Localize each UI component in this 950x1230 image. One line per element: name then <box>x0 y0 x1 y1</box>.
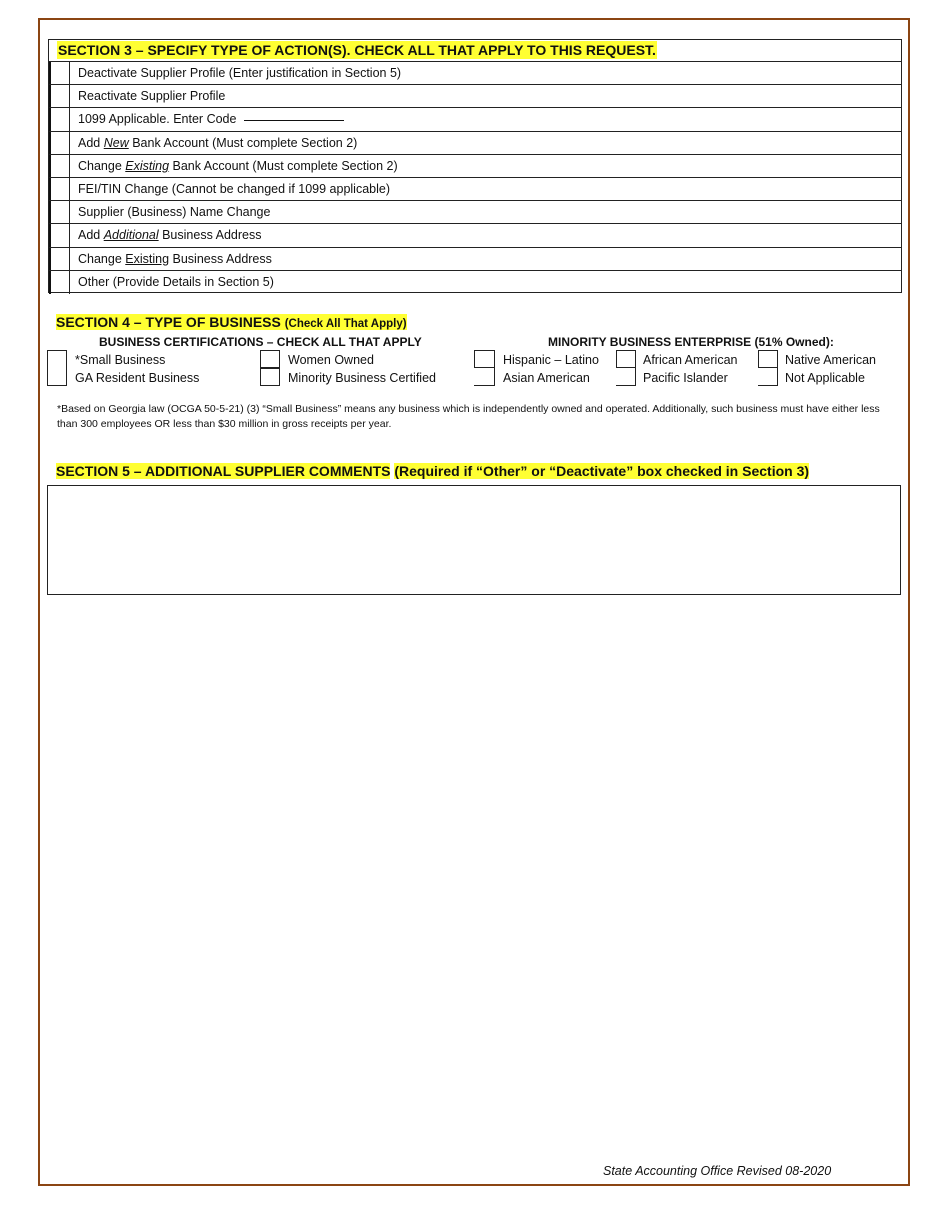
section-4-title-highlight <box>56 314 407 330</box>
ga-resident-label: GA Resident Business <box>75 371 200 385</box>
native-label: Native American <box>785 353 877 367</box>
action-row-add-address <box>49 224 901 247</box>
add-address-label-b: Additional <box>103 228 159 243</box>
section-5-title-note: (Required if “Other” or “Deactivate” box checked in Section 3) <box>394 463 810 479</box>
change-address-label-a: Change <box>78 251 126 266</box>
section-4-title <box>56 314 407 330</box>
native-checkbox[interactable] <box>758 350 778 368</box>
women-owned-label: Women Owned <box>288 353 374 367</box>
change-bank-checkbox[interactable] <box>49 155 70 177</box>
minority-certified-checkbox[interactable] <box>260 368 280 386</box>
small-business-label: *Small Business <box>75 353 166 367</box>
action-row-1099 <box>49 108 901 131</box>
add-address-checkbox[interactable] <box>49 224 70 246</box>
add-bank-label-a: Add <box>78 135 104 150</box>
deactivate-checkbox[interactable] <box>49 62 70 84</box>
1099-checkbox[interactable] <box>49 108 70 130</box>
change-address-label-b: Existing <box>125 251 170 266</box>
add-address-label-c: Business Address <box>158 228 262 243</box>
women-owned-checkbox[interactable] <box>260 350 280 368</box>
not-applicable-checkbox[interactable] <box>758 368 778 386</box>
not-applicable-label: Not Applicable <box>785 371 865 385</box>
action-row-other <box>49 271 901 294</box>
supplier-comments-box[interactable] <box>47 485 901 595</box>
change-bank-label-a: Change <box>78 158 126 173</box>
action-row-fei-tin <box>49 178 901 201</box>
action-row-add-bank <box>49 132 901 155</box>
footer-revision: State Accounting Office Revised 08-2020 <box>603 1164 832 1178</box>
add-bank-label-b: New <box>103 135 129 150</box>
certifications-heading: BUSINESS CERTIFICATIONS – CHECK ALL THAT APPLY <box>99 335 422 349</box>
name-change-label: Supplier (Business) Name Change <box>78 205 271 220</box>
action-row-name-change <box>49 201 901 224</box>
1099-label-text: 1099 Applicable. Enter Code <box>78 112 237 127</box>
change-address-checkbox[interactable] <box>49 248 70 270</box>
hispanic-checkbox[interactable] <box>474 350 495 368</box>
section-5-title <box>56 463 809 479</box>
other-label: Other (Provide Details in Section 5) <box>78 274 274 289</box>
action-row-reactivate <box>49 85 901 108</box>
deactivate-label: Deactivate Supplier Profile (Enter justification in Section 5) <box>78 66 402 80</box>
action-row-deactivate <box>49 62 901 85</box>
pacific-label: Pacific Islander <box>643 371 728 385</box>
african-checkbox[interactable] <box>616 350 636 368</box>
asian-checkbox[interactable] <box>474 368 495 386</box>
section-3-title-text: SECTION 3 – SPECIFY TYPE OF ACTION(S). CHECK ALL THAT APPLY TO THIS REQUEST. <box>58 42 656 58</box>
small-business-footnote: *Based on Georgia law (OCGA 50-5-21) (3) “Small Business” means any business which is independently owned and operated. Additionally, such business must have either less than 300 employees OR less than $30 million in gross receipts per year. <box>57 403 880 430</box>
action-row-change-address <box>49 248 901 271</box>
1099-label <box>78 108 344 130</box>
1099-code-field[interactable] <box>244 120 344 121</box>
add-address-label-a: Add <box>78 228 104 243</box>
add-bank-label <box>78 132 357 154</box>
add-address-label <box>78 224 261 246</box>
section-3-title <box>49 40 901 62</box>
change-bank-label <box>78 155 398 177</box>
change-address-label <box>78 248 272 270</box>
reactivate-label: Reactivate Supplier Profile <box>78 89 226 104</box>
asian-label: Asian American <box>503 371 590 385</box>
reactivate-checkbox[interactable] <box>49 85 70 107</box>
name-change-checkbox[interactable] <box>49 201 70 223</box>
change-bank-label-c: Bank Account (Must complete Section 2) <box>169 158 398 173</box>
hispanic-label: Hispanic – Latino <box>503 353 599 367</box>
action-row-change-bank <box>49 155 901 178</box>
minority-heading: MINORITY BUSINESS ENTERPRISE (51% Owned): <box>548 335 834 349</box>
fei-tin-checkbox[interactable] <box>49 178 70 200</box>
african-label: African American <box>643 353 738 367</box>
small-business-checkbox[interactable] <box>47 350 67 386</box>
change-address-label-c: Business Address <box>169 251 272 266</box>
fei-tin-label: FEI/TIN Change (Cannot be changed if 1099 applicable) <box>78 181 390 196</box>
other-checkbox[interactable] <box>49 271 70 294</box>
section-4-title-text: SECTION 4 – TYPE OF BUSINESS <box>56 314 281 330</box>
add-bank-checkbox[interactable] <box>49 132 70 154</box>
add-bank-label-c: Bank Account (Must complete Section 2) <box>128 135 358 150</box>
section-3-table <box>48 39 902 293</box>
section-5-title-text: SECTION 5 – ADDITIONAL SUPPLIER COMMENTS <box>56 463 391 479</box>
pacific-checkbox[interactable] <box>616 368 636 386</box>
change-bank-label-b: Existing <box>125 158 170 173</box>
minority-certified-label: Minority Business Certified <box>288 371 436 385</box>
section-4-title-note: (Check All That Apply) <box>284 318 407 330</box>
